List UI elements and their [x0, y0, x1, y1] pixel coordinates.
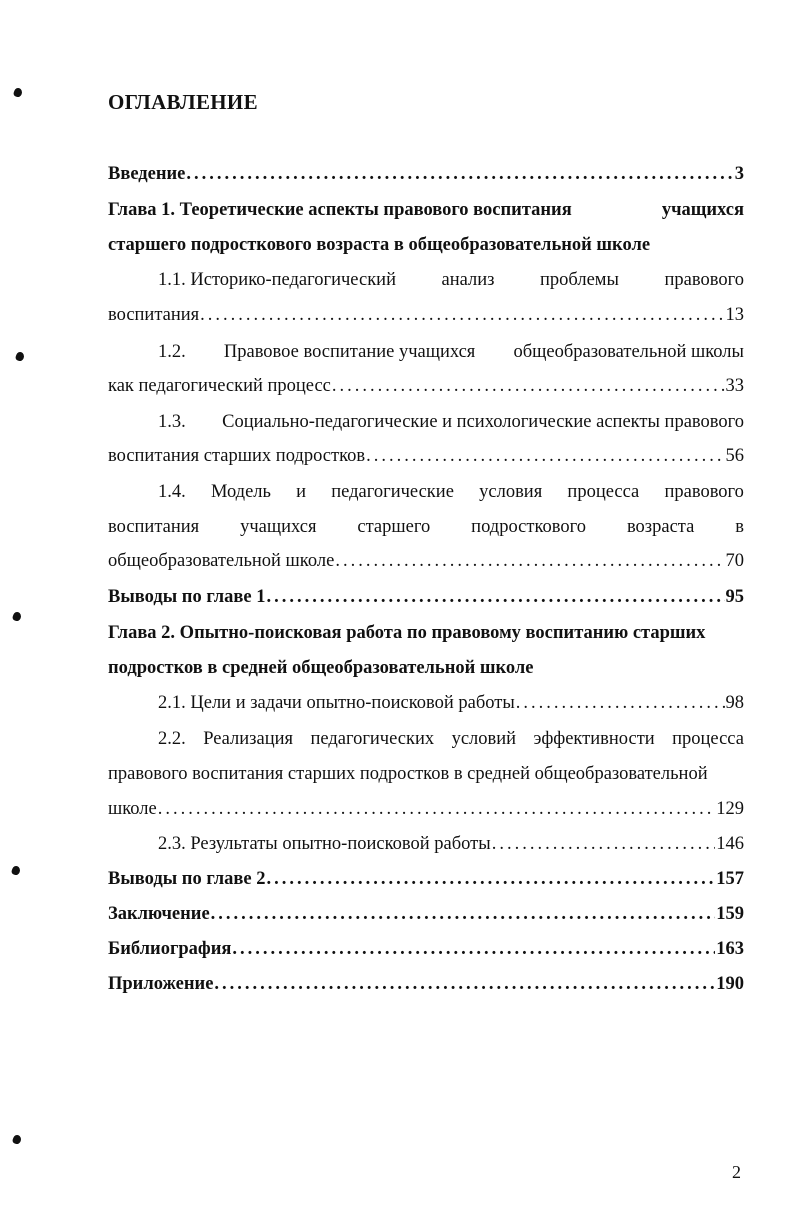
- toc-entry-intro[interactable]: Введение ..... 3: [108, 162, 744, 186]
- page-ref: 159: [716, 904, 744, 924]
- toc-section-2-1[interactable]: 2.1. Цели и задачи опытно-поисковой работы ..... 98: [158, 691, 744, 715]
- toc-section-2-2-cont[interactable]: школе ..... 129: [108, 797, 744, 821]
- page-ref: 163: [716, 939, 744, 959]
- page-title: ОГЛАВЛЕНИЕ: [108, 90, 258, 114]
- toc-section-1-4[interactable]: 1.4. Модель и педагогические условия процесса правового: [158, 482, 744, 502]
- toc-section-2-2[interactable]: 2.2. Реализация педагогических условий эффективности процесса: [158, 729, 744, 749]
- toc-entry-conclusions-2[interactable]: Выводы по главе 2 ..... 157: [108, 867, 744, 891]
- toc-entry-bibliography[interactable]: Библиография ..... 163: [108, 937, 744, 961]
- toc-section-2-2-cont: правового воспитания старших подростков в средней общеобразовательной: [108, 764, 708, 784]
- toc-entry-conclusion[interactable]: Заключение ..... 159: [108, 902, 744, 926]
- page-ref: 13: [725, 305, 744, 325]
- page-ref: 129: [716, 799, 744, 819]
- toc-section-1-4-cont[interactable]: общеобразовательной школе ..... 70: [108, 549, 744, 573]
- toc-section-1-3[interactable]: 1.3. Социально-педагогические и психологические аспекты правового: [158, 412, 744, 432]
- page-ref: 70: [725, 551, 744, 571]
- page-number: 2: [732, 1162, 741, 1182]
- toc-chapter-1-title[interactable]: Глава 1. Теоретические аспекты правового воспитания учащихся: [108, 200, 744, 220]
- toc-entry-conclusions-1[interactable]: Выводы по главе 1 ..... 95: [108, 585, 744, 609]
- scan-mark: [12, 611, 23, 622]
- toc-section-1-2[interactable]: 1.2. Правовое воспитание учащихся общеобразовательной школы: [158, 342, 744, 362]
- toc-section-1-4-cont[interactable]: воспитания учащихся старшего подросткового возраста в: [108, 517, 744, 537]
- toc-section-1-1[interactable]: 1.1. Историко-педагогический анализ проблемы правового: [158, 270, 744, 290]
- scan-mark: [15, 351, 26, 362]
- toc-section-1-2-cont[interactable]: как педагогический процесс ..... 33: [108, 374, 744, 398]
- toc-chapter-1-title-cont: старшего подросткового возраста в общеобразовательной школе: [108, 235, 651, 255]
- toc-chapter-2-title-cont: подростков в средней общеобразовательной школе: [108, 658, 534, 678]
- page-ref: 157: [716, 869, 744, 889]
- toc-entry-appendix[interactable]: Приложение ..... 190: [108, 972, 744, 996]
- toc-section-2-3[interactable]: 2.3. Результаты опытно-поисковой работы ..... 146: [158, 832, 744, 856]
- scan-mark: [11, 865, 22, 876]
- scan-mark: [12, 1134, 23, 1145]
- page-ref: 56: [725, 446, 744, 466]
- scan-mark: [13, 87, 24, 98]
- toc-chapter-2-title[interactable]: Глава 2. Опытно-поисковая работа по правовому воспитанию старших: [108, 623, 706, 643]
- toc-section-1-3-cont[interactable]: воспитания старших подростков ..... 56: [108, 444, 744, 468]
- page-ref: 98: [725, 693, 744, 713]
- page-ref: 95: [725, 587, 744, 607]
- page-ref: 146: [716, 834, 744, 854]
- page-ref: 3: [734, 164, 744, 184]
- toc-section-1-1-cont[interactable]: воспитания ..... 13: [108, 303, 744, 327]
- page-ref: 190: [716, 974, 744, 994]
- page-ref: 33: [725, 376, 744, 396]
